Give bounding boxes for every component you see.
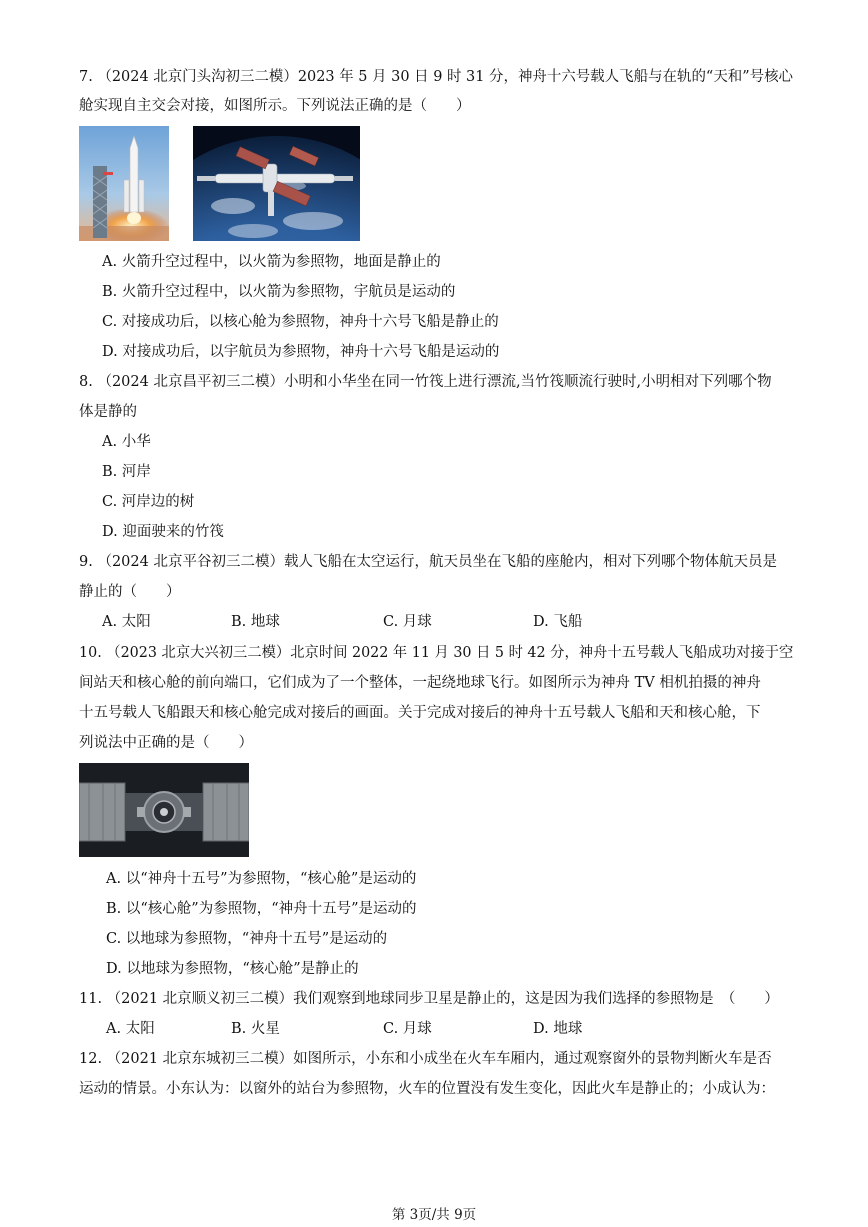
q7-line-2: 舱实现自主交会对接，如图所示。下列说法正确的是（ ）: [79, 98, 471, 114]
q11-option-a: A. 太阳: [106, 1021, 155, 1037]
q8-option-a: A. 小华: [102, 434, 151, 450]
q10-line-4: 列说法中正确的是（ ）: [79, 735, 253, 751]
q10-line-3: 十五号载人飞船跟天和核心舱完成对接后的画面。关于完成对接后的神舟十五号载人飞船和天和核心舱，下: [79, 705, 761, 721]
q7-option-c: C. 对接成功后，以核心舱为参照物，神舟十六号飞船是静止的: [102, 314, 499, 330]
q11-line-1: 11. （2021 北京顺义初三二模）我们观察到地球同步卫星是静止的，这是因为我们选择的参照物是 （ ）: [79, 991, 779, 1007]
q10-option-c: C. 以地球为参照物，“神舟十五号”是运动的: [106, 931, 388, 947]
q12-line-2: 运动的情景。小东认为：以窗外的站台为参照物，火车的位置没有发生变化，因此火车是静止的；小成认为：: [79, 1081, 775, 1097]
q8-line-1: 8. （2024 北京昌平初三二模）小明和小华坐在同一竹筏上进行漂流,当竹筏顺流行驶时,小明相对下列哪个物: [79, 374, 772, 390]
q9-line-2: 静止的（ ）: [79, 584, 181, 600]
q7-line-1: 7. （2024 北京门头沟初三二模）2023 年 5 月 30 日 9 时 31 分，神舟十六号载人飞船与在轨的“天和”号核心: [79, 69, 794, 85]
q7-option-d: D. 对接成功后，以宇航员为参照物，神舟十六号飞船是运动的: [102, 344, 500, 360]
q7-option-b: B. 火箭升空过程中，以火箭为参照物，宇航员是运动的: [102, 284, 456, 300]
q8-option-b: B. 河岸: [102, 464, 151, 480]
q8-option-d: D. 迎面驶来的竹筏: [102, 524, 224, 540]
q10-line-2: 间站天和核心舱的前向端口，它们成为了一个整体，一起绕地球飞行。如图所示为神舟 TV 相机拍摄的神舟: [79, 675, 761, 691]
q10-option-a: A. 以“神舟十五号”为参照物，“核心舱”是运动的: [106, 871, 417, 887]
q11-option-d: D. 地球: [533, 1021, 583, 1037]
rocket-launch-image: [79, 126, 169, 241]
q9-option-d: D. 飞船: [533, 614, 583, 630]
q10-option-b: B. 以“核心舱”为参照物，“神舟十五号”是运动的: [106, 901, 417, 917]
q9-option-a: A. 太阳: [102, 614, 151, 630]
docking-camera-image: [79, 763, 249, 857]
q9-line-1: 9. （2024 北京平谷初三二模）载人飞船在太空运行，航天员坐在飞船的座舱内，相对下列哪个物体航天员是: [79, 554, 777, 570]
q11-option-c: C. 月球: [383, 1021, 432, 1037]
q9-option-b: B. 地球: [231, 614, 280, 630]
q10-option-d: D. 以地球为参照物，“核心舱”是静止的: [106, 961, 359, 977]
page-number: 第 3页/共 9页: [391, 1207, 477, 1223]
q9-option-c: C. 月球: [383, 614, 432, 630]
q12-line-1: 12. （2021 北京东城初三二模）如图所示，小东和小成坐在火车车厢内，通过观察窗外的景物判断火车是否: [79, 1051, 772, 1067]
space-station-image: [193, 126, 360, 241]
q7-option-a: A. 火箭升空过程中，以火箭为参照物，地面是静止的: [102, 254, 441, 270]
q8-line-2: 体是静的: [79, 404, 137, 420]
q10-line-1: 10. （2023 北京大兴初三二模）北京时间 2022 年 11 月 30 日 5 时 42 分，神舟十五号载人飞船成功对接于空: [79, 645, 794, 661]
q11-option-b: B. 火星: [231, 1021, 280, 1037]
q8-option-c: C. 河岸边的树: [102, 494, 195, 510]
